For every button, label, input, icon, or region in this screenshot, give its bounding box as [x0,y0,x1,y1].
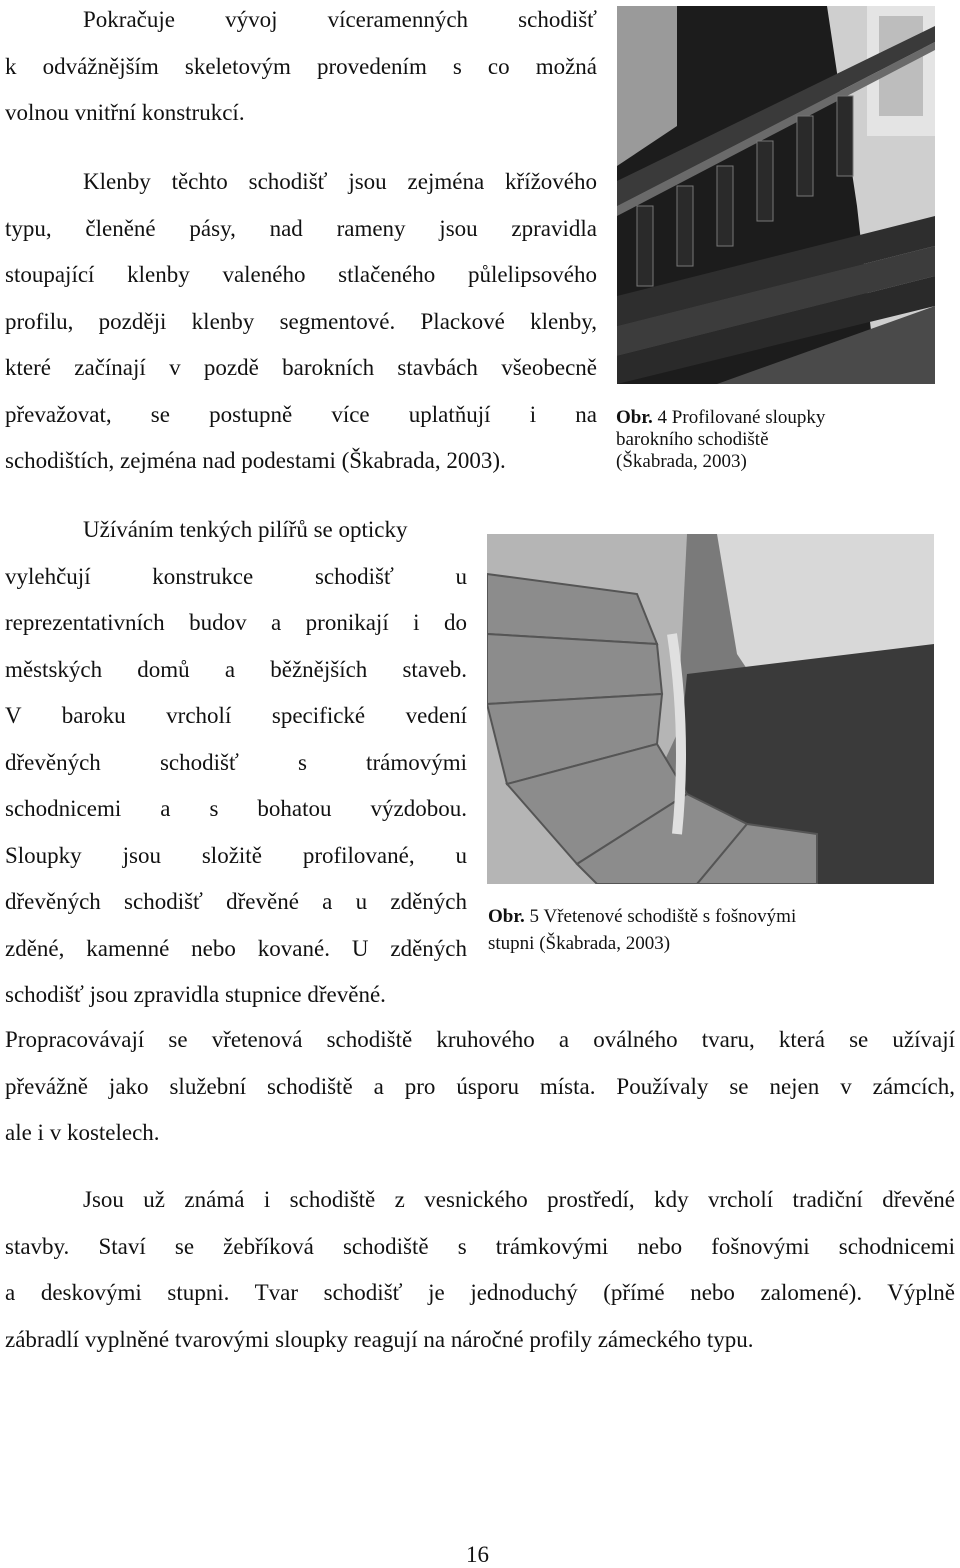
caption-line: (Škabrada, 2003) [616,451,747,472]
figure-4-photo [617,6,935,384]
text-line: dřevěných schodišť dřevěné a u zděných [5,889,467,914]
text-line: stavby. Staví se žebříková schodiště s trámkovými nebo fošnovými schodnicemi [5,1233,955,1259]
figure-5-photo [487,534,934,884]
text-line: ale i v kostelech. [5,1120,160,1145]
text-line: reprezentativních budov a pronikají i do [5,610,467,635]
text-line: a deskovými stupni. Tvar schodišť je jednoduchý (přímé nebo zalomené). Výplně [5,1280,955,1305]
text-line: zděné, kamenné nebo kované. U zděných [5,935,467,961]
text-line: převážně jako služební schodiště a pro úsporu místa. Používaly se nejen v zámcích, [5,1073,955,1099]
text-line: schodištích, zejména nad podestami (Škabrada, 2003). [5,448,506,473]
caption-line: Vřetenové schodiště s fošnovými [543,906,797,927]
text-line: dřevěných schodišť s trámovými [5,749,467,775]
text-line: typu, členěné pásy, nad rameny jsou zpravidla [5,215,597,241]
text-line: které začínají v pozdě barokních stavbách všeobecně [5,355,597,380]
figure-4-caption [616,407,916,473]
text-line: Sloupky jsou složitě profilované, u [5,842,467,868]
paragraph-4 [5,1017,955,1157]
text-line: Jsou už známá i schodiště z vesnického prostředí, kdy vrcholí tradiční dřevěné [83,1187,955,1212]
text-line: zábradlí vyplněné tvarovými sloupky reagují na náročné profily zámeckého typu. [5,1326,754,1352]
caption-line: stupni (Škabrada, 2003) [488,933,671,954]
figure-number: 4 [657,407,668,428]
text-line: schodnicemi a s bohatou výzdobou. [5,796,467,821]
text-line: Užíváním tenkých pilířů se opticky [83,517,408,542]
figure-number: 5 [529,906,540,927]
text-line: převažovat, se postupně více uplatňují i na [5,401,597,427]
paragraph-5 [5,1177,955,1363]
page-number: 16 [466,1542,489,1567]
text-line: městských domů a běžnějších staveb. [5,656,467,682]
paragraph-2 [5,159,597,485]
paragraph-1 [5,0,597,137]
caption-line: barokního schodiště [616,429,769,450]
figure-5-caption [488,906,928,955]
text-line: k odvážnějším skeletovým provedením s co možná [5,53,597,79]
text-line: stoupající klenby valeného stlačeného půlelipsového [5,262,597,287]
text-line: V baroku vrcholí specifické vedení [5,703,467,728]
text-line: profilu, později klenby segmentové. Plackové klenby, [5,308,597,334]
figure-label: Obr. [616,407,653,428]
text-line: vylehčují konstrukce schodišť u [5,563,467,589]
staircase-balusters-image [617,6,935,384]
text-line: Klenby těchto schodišť jsou zejména křížového [83,169,597,194]
text-line: volnou vnitřní konstrukcí. [5,100,245,125]
spiral-staircase-image [487,534,934,884]
paragraph-3 [5,507,467,1019]
text-line: Propracovávají se vřetenová schodiště kruhového a oválného tvaru, která se užívají [5,1027,955,1052]
text-line: Pokračuje vývoj víceramenných schodišť [83,7,597,32]
text-line: schodišť jsou zpravidla stupnice dřevěné. [5,982,386,1007]
figure-label: Obr. [488,906,525,927]
caption-line: Profilované sloupky [671,407,826,428]
